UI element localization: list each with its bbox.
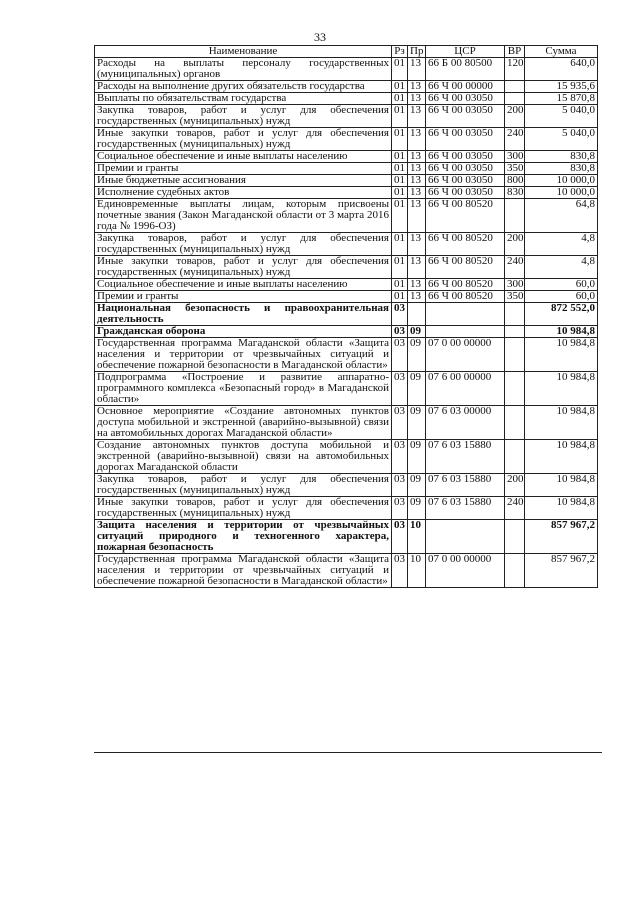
cell-vr: 800 <box>505 175 525 187</box>
cell-name: Иные закупки товаров, работ и услуг для обеспечения государственных (муниципальных) нужд <box>95 256 392 279</box>
cell-name: Расходы на выполнение других обязательств государства <box>95 81 392 93</box>
cell-csr: 66 Ч 00 80520 <box>426 291 505 303</box>
cell-csr: 07 6 03 15880 <box>426 474 505 497</box>
cell-csr: 66 Ч 00 80520 <box>426 256 505 279</box>
cell-name: Социальное обеспечение и иные выплаты населению <box>95 151 392 163</box>
cell-pr: 13 <box>408 279 426 291</box>
cell-csr: 07 0 00 00000 <box>426 338 505 372</box>
cell-sum: 10 984,8 <box>525 326 598 338</box>
table-row <box>95 279 598 291</box>
cell-name: Государственная программа Магаданской области «Защита населения и территории от чрезвычайных ситуаций и обеспечение пожарной безопасности в Магаданской области» <box>95 338 392 372</box>
cell-csr: 07 6 03 15880 <box>426 440 505 474</box>
table-row <box>95 58 598 81</box>
cell-sum: 857 967,2 <box>525 520 598 554</box>
header-vr: ВР <box>505 46 525 58</box>
cell-sum: 10 984,8 <box>525 372 598 406</box>
cell-pr: 09 <box>408 338 426 372</box>
cell-vr <box>505 520 525 554</box>
table-row <box>95 81 598 93</box>
cell-rz: 03 <box>392 440 408 474</box>
cell-sum: 15 870,8 <box>525 93 598 105</box>
cell-pr: 10 <box>408 554 426 588</box>
cell-csr: 07 6 00 00000 <box>426 372 505 406</box>
cell-pr: 13 <box>408 105 426 128</box>
cell-vr: 350 <box>505 291 525 303</box>
cell-csr: 66 Ч 00 03050 <box>426 105 505 128</box>
cell-rz: 03 <box>392 326 408 338</box>
cell-rz: 03 <box>392 303 408 326</box>
cell-name: Иные закупки товаров, работ и услуг для обеспечения государственных (муниципальных) нужд <box>95 497 392 520</box>
cell-sum: 640,0 <box>525 58 598 81</box>
cell-rz: 03 <box>392 520 408 554</box>
cell-pr: 13 <box>408 93 426 105</box>
cell-vr: 350 <box>505 163 525 175</box>
cell-pr: 13 <box>408 256 426 279</box>
table-row <box>95 291 598 303</box>
cell-csr: 66 Ч 00 03050 <box>426 163 505 175</box>
cell-name: Иные бюджетные ассигнования <box>95 175 392 187</box>
cell-pr: 09 <box>408 372 426 406</box>
page-number: 33 <box>314 30 326 44</box>
cell-pr: 13 <box>408 199 426 233</box>
cell-csr: 66 Ч 00 03050 <box>426 128 505 151</box>
cell-rz: 01 <box>392 187 408 199</box>
cell-sum: 10 984,8 <box>525 338 598 372</box>
table-row <box>95 128 598 151</box>
table-row <box>95 93 598 105</box>
cell-rz: 03 <box>392 406 408 440</box>
table-row <box>95 303 598 326</box>
header-name: Наименование <box>95 46 392 58</box>
budget-table <box>94 45 598 588</box>
table-row <box>95 497 598 520</box>
cell-csr: 07 6 03 15880 <box>426 497 505 520</box>
cell-pr: 09 <box>408 474 426 497</box>
cell-rz: 01 <box>392 279 408 291</box>
cell-pr: 09 <box>408 406 426 440</box>
cell-csr <box>426 303 505 326</box>
cell-sum: 872 552,0 <box>525 303 598 326</box>
cell-name: Закупка товаров, работ и услуг для обеспечения государственных (муниципальных) нужд <box>95 474 392 497</box>
cell-sum: 4,8 <box>525 233 598 256</box>
table-row <box>95 256 598 279</box>
cell-sum: 857 967,2 <box>525 554 598 588</box>
cell-rz: 03 <box>392 554 408 588</box>
cell-vr: 300 <box>505 151 525 163</box>
cell-csr <box>426 326 505 338</box>
cell-vr <box>505 338 525 372</box>
cell-rz: 01 <box>392 81 408 93</box>
table-row <box>95 163 598 175</box>
cell-csr: 66 Ч 00 03050 <box>426 187 505 199</box>
table-row <box>95 338 598 372</box>
table-row <box>95 199 598 233</box>
cell-sum: 830,8 <box>525 151 598 163</box>
cell-pr: 13 <box>408 233 426 256</box>
table-row <box>95 440 598 474</box>
cell-vr: 240 <box>505 497 525 520</box>
cell-name: Закупка товаров, работ и услуг для обеспечения государственных (муниципальных) нужд <box>95 105 392 128</box>
cell-sum: 5 040,0 <box>525 128 598 151</box>
cell-rz: 01 <box>392 199 408 233</box>
cell-sum: 10 984,8 <box>525 474 598 497</box>
cell-pr: 13 <box>408 291 426 303</box>
cell-rz: 01 <box>392 163 408 175</box>
cell-vr: 200 <box>505 474 525 497</box>
cell-vr <box>505 303 525 326</box>
cell-csr: 07 0 00 00000 <box>426 554 505 588</box>
cell-sum: 4,8 <box>525 256 598 279</box>
cell-name: Премии и гранты <box>95 291 392 303</box>
cell-name: Закупка товаров, работ и услуг для обеспечения государственных (муниципальных) нужд <box>95 233 392 256</box>
cell-pr: 13 <box>408 151 426 163</box>
header-pr: Пр <box>408 46 426 58</box>
cell-vr <box>505 372 525 406</box>
table-row <box>95 406 598 440</box>
cell-name: Основное мероприятие «Создание автономных пунктов доступа мобильной и экстренной (аварийно-вызывной) связи на автомобильных дорогах Магаданской области» <box>95 406 392 440</box>
cell-csr: 07 6 03 00000 <box>426 406 505 440</box>
cell-csr: 66 Ч 00 80520 <box>426 233 505 256</box>
cell-name: Исполнение судебных актов <box>95 187 392 199</box>
cell-csr: 66 Ч 00 03050 <box>426 151 505 163</box>
cell-sum: 10 984,8 <box>525 497 598 520</box>
cell-csr: 66 Ч 00 03050 <box>426 93 505 105</box>
cell-pr: 09 <box>408 440 426 474</box>
cell-pr: 13 <box>408 128 426 151</box>
cell-csr <box>426 520 505 554</box>
cell-vr: 830 <box>505 187 525 199</box>
cell-name: Единовременные выплаты лицам, которым присвоены почетные звания (Закон Магаданской области от 3 марта 2016 года № 1996-ОЗ) <box>95 199 392 233</box>
cell-vr <box>505 440 525 474</box>
cell-vr: 200 <box>505 233 525 256</box>
cell-name: Создание автономных пунктов доступа мобильной и экстренной (аварийно-вызывной) связи на автомобильных дорогах Магаданской области <box>95 440 392 474</box>
cell-name: Иные закупки товаров, работ и услуг для обеспечения государственных (муниципальных) нужд <box>95 128 392 151</box>
table-row <box>95 554 598 588</box>
cell-pr: 09 <box>408 326 426 338</box>
cell-vr <box>505 199 525 233</box>
cell-rz: 01 <box>392 256 408 279</box>
table-header-row <box>95 46 598 58</box>
header-csr: ЦСР <box>426 46 505 58</box>
cell-vr <box>505 554 525 588</box>
cell-pr: 13 <box>408 81 426 93</box>
cell-pr: 10 <box>408 520 426 554</box>
cell-rz: 03 <box>392 338 408 372</box>
cell-vr: 300 <box>505 279 525 291</box>
bottom-divider <box>94 752 602 753</box>
table-body <box>95 58 598 588</box>
cell-vr: 120 <box>505 58 525 81</box>
cell-rz: 01 <box>392 93 408 105</box>
cell-pr: 13 <box>408 187 426 199</box>
cell-rz: 03 <box>392 497 408 520</box>
cell-name: Премии и гранты <box>95 163 392 175</box>
cell-csr: 66 Ч 00 80520 <box>426 279 505 291</box>
table-row <box>95 175 598 187</box>
table-row <box>95 105 598 128</box>
cell-name: Расходы на выплаты персоналу государственных (муниципальных) органов <box>95 58 392 81</box>
cell-name: Гражданская оборона <box>95 326 392 338</box>
table-row <box>95 233 598 256</box>
table-row <box>95 151 598 163</box>
header-sum: Сумма <box>525 46 598 58</box>
cell-rz: 03 <box>392 474 408 497</box>
table-row <box>95 372 598 406</box>
cell-vr <box>505 326 525 338</box>
cell-sum: 5 040,0 <box>525 105 598 128</box>
cell-rz: 01 <box>392 58 408 81</box>
table-row <box>95 474 598 497</box>
cell-vr: 200 <box>505 105 525 128</box>
table-row <box>95 326 598 338</box>
cell-pr: 13 <box>408 58 426 81</box>
cell-pr <box>408 303 426 326</box>
header-rz: Рз <box>392 46 408 58</box>
cell-sum: 830,8 <box>525 163 598 175</box>
cell-sum: 10 000,0 <box>525 175 598 187</box>
cell-name: Подпрограмма «Построение и развитие аппаратно-программного комплекса «Безопасный город» в Магаданской области» <box>95 372 392 406</box>
cell-vr <box>505 406 525 440</box>
table-row <box>95 520 598 554</box>
cell-vr: 240 <box>505 256 525 279</box>
cell-rz: 01 <box>392 151 408 163</box>
cell-rz: 03 <box>392 372 408 406</box>
cell-rz: 01 <box>392 233 408 256</box>
cell-csr: 66 Ч 00 03050 <box>426 175 505 187</box>
cell-csr: 66 Ч 00 80520 <box>426 199 505 233</box>
cell-sum: 15 935,6 <box>525 81 598 93</box>
cell-vr <box>505 93 525 105</box>
cell-sum: 60,0 <box>525 291 598 303</box>
cell-vr <box>505 81 525 93</box>
cell-name: Выплаты по обязательствам государства <box>95 93 392 105</box>
table-row <box>95 187 598 199</box>
cell-sum: 10 984,8 <box>525 440 598 474</box>
cell-rz: 01 <box>392 291 408 303</box>
cell-vr: 240 <box>505 128 525 151</box>
cell-sum: 10 000,0 <box>525 187 598 199</box>
cell-rz: 01 <box>392 175 408 187</box>
cell-name: Защита населения и территории от чрезвычайных ситуаций природного и техногенного характера, пожарная безопасность <box>95 520 392 554</box>
cell-rz: 01 <box>392 128 408 151</box>
cell-sum: 60,0 <box>525 279 598 291</box>
cell-sum: 10 984,8 <box>525 406 598 440</box>
cell-rz: 01 <box>392 105 408 128</box>
cell-csr: 66 Ч 00 00000 <box>426 81 505 93</box>
cell-pr: 13 <box>408 163 426 175</box>
cell-name: Социальное обеспечение и иные выплаты населению <box>95 279 392 291</box>
cell-csr: 66 Б 00 80500 <box>426 58 505 81</box>
cell-pr: 09 <box>408 497 426 520</box>
cell-sum: 64,8 <box>525 199 598 233</box>
cell-pr: 13 <box>408 175 426 187</box>
cell-name: Национальная безопасность и правоохранительная деятельность <box>95 303 392 326</box>
cell-name: Государственная программа Магаданской области «Защита населения и территории от чрезвычайных ситуаций и обеспечение пожарной безопасности в Магаданской области» <box>95 554 392 588</box>
